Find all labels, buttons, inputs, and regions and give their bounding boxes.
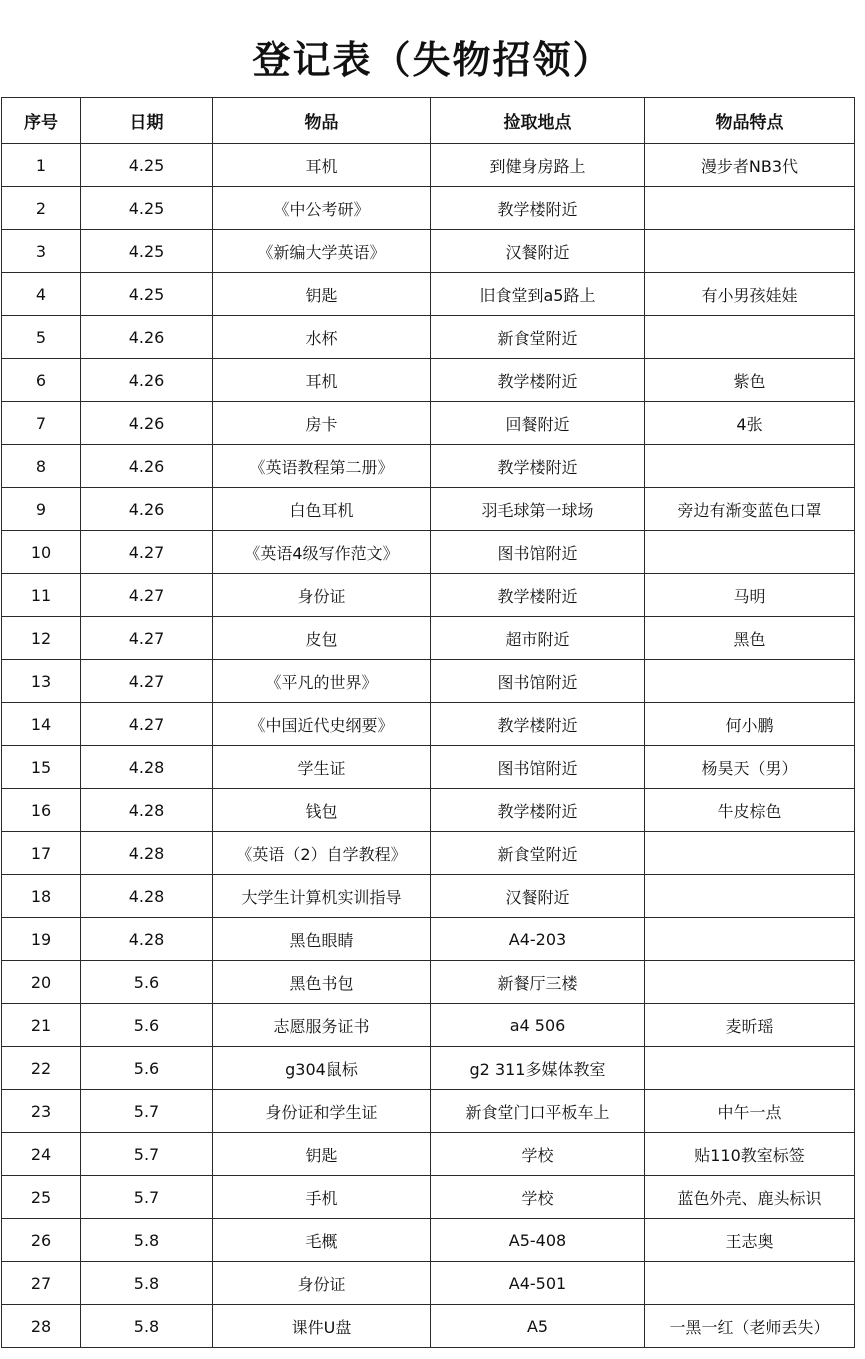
header-item: 物品 [213,98,431,144]
cell-number: 27 [2,1262,81,1305]
cell-features [645,187,855,230]
cell-item: 钥匙 [213,1133,431,1176]
cell-item: 手机 [213,1176,431,1219]
cell-number: 6 [2,359,81,402]
cell-features [645,531,855,574]
table-row [2,660,855,703]
cell-date: 5.8 [81,1262,213,1305]
cell-item: 白色耳机 [213,488,431,531]
cell-location: 到健身房路上 [431,144,645,187]
table-row [2,1262,855,1305]
cell-location: 图书馆附近 [431,746,645,789]
cell-item: 课件U盘 [213,1305,431,1348]
table-row [2,918,855,961]
cell-number: 16 [2,789,81,832]
header-date: 日期 [81,98,213,144]
cell-location: 教学楼附近 [431,187,645,230]
cell-number: 2 [2,187,81,230]
cell-item: 黑色眼睛 [213,918,431,961]
cell-date: 5.7 [81,1176,213,1219]
cell-location: A4-203 [431,918,645,961]
table-row [2,1004,855,1047]
cell-date: 4.28 [81,746,213,789]
table-row [2,1305,855,1348]
cell-location: a4 506 [431,1004,645,1047]
cell-location: 回餐附近 [431,402,645,445]
cell-date: 4.27 [81,574,213,617]
cell-location: 汉餐附近 [431,875,645,918]
table-row [2,144,855,187]
cell-number: 10 [2,531,81,574]
cell-number: 19 [2,918,81,961]
cell-item: 耳机 [213,359,431,402]
cell-date: 4.28 [81,918,213,961]
cell-location: g2 311多媒体教室 [431,1047,645,1090]
cell-date: 4.27 [81,617,213,660]
cell-number: 9 [2,488,81,531]
table-row [2,1219,855,1262]
cell-item: 身份证 [213,574,431,617]
cell-location: 教学楼附近 [431,445,645,488]
cell-date: 4.26 [81,445,213,488]
table-row [2,746,855,789]
cell-item: 《平凡的世界》 [213,660,431,703]
cell-features [645,1262,855,1305]
cell-item: 耳机 [213,144,431,187]
cell-location: 学校 [431,1176,645,1219]
cell-number: 13 [2,660,81,703]
cell-features: 黑色 [645,617,855,660]
cell-features: 何小鹏 [645,703,855,746]
cell-item: 身份证 [213,1262,431,1305]
cell-number: 11 [2,574,81,617]
table-row [2,1047,855,1090]
cell-location: 新食堂门口平板车上 [431,1090,645,1133]
cell-location: A5-408 [431,1219,645,1262]
table-row [2,832,855,875]
cell-features [645,230,855,273]
cell-item: 志愿服务证书 [213,1004,431,1047]
cell-number: 22 [2,1047,81,1090]
cell-number: 26 [2,1219,81,1262]
header-number: 序号 [2,98,81,144]
cell-features [645,445,855,488]
cell-number: 7 [2,402,81,445]
table-row [2,703,855,746]
cell-item: 《英语（2）自学教程》 [213,832,431,875]
cell-location: A4-501 [431,1262,645,1305]
cell-date: 4.25 [81,230,213,273]
cell-date: 4.27 [81,703,213,746]
table-row [2,445,855,488]
cell-number: 17 [2,832,81,875]
cell-features: 贴110教室标签 [645,1133,855,1176]
page-title: 登记表（失物招领） [252,38,613,82]
cell-item: 《中国近代史纲要》 [213,703,431,746]
cell-number: 5 [2,316,81,359]
table-row [2,488,855,531]
cell-features: 麦昕瑶 [645,1004,855,1047]
table-row [2,1133,855,1176]
cell-number: 25 [2,1176,81,1219]
cell-features: 杨昊天（男） [645,746,855,789]
cell-location: 新餐厅三楼 [431,961,645,1004]
cell-location: 教学楼附近 [431,359,645,402]
table-row [2,531,855,574]
table-row [2,1090,855,1133]
register-table [1,97,855,1348]
table-header [2,98,855,144]
cell-item: g304鼠标 [213,1047,431,1090]
table-row [2,574,855,617]
cell-number: 20 [2,961,81,1004]
header-location: 捡取地点 [431,98,645,144]
cell-item: 钱包 [213,789,431,832]
cell-date: 5.6 [81,961,213,1004]
cell-number: 28 [2,1305,81,1348]
cell-location: 教学楼附近 [431,703,645,746]
cell-date: 4.27 [81,531,213,574]
cell-features: 紫色 [645,359,855,402]
table-row [2,402,855,445]
cell-location: 学校 [431,1133,645,1176]
table-row [2,789,855,832]
table-row [2,187,855,230]
cell-date: 4.26 [81,359,213,402]
cell-item: 《中公考研》 [213,187,431,230]
cell-features: 马明 [645,574,855,617]
table-body [2,144,855,1348]
cell-date: 5.7 [81,1090,213,1133]
cell-number: 4 [2,273,81,316]
cell-location: 超市附近 [431,617,645,660]
cell-features: 一黑一红（老师丢失） [645,1305,855,1348]
cell-item: 毛概 [213,1219,431,1262]
cell-item: 《英语教程第二册》 [213,445,431,488]
cell-features: 4张 [645,402,855,445]
cell-date: 4.26 [81,488,213,531]
cell-location: 汉餐附近 [431,230,645,273]
cell-date: 4.25 [81,273,213,316]
cell-location: 新食堂附近 [431,832,645,875]
cell-item: 黑色书包 [213,961,431,1004]
cell-date: 4.25 [81,187,213,230]
cell-item: 房卡 [213,402,431,445]
cell-item: 水杯 [213,316,431,359]
cell-item: 学生证 [213,746,431,789]
table-row [2,617,855,660]
cell-location: 新食堂附近 [431,316,645,359]
cell-number: 24 [2,1133,81,1176]
cell-item: 《新编大学英语》 [213,230,431,273]
cell-date: 5.6 [81,1047,213,1090]
cell-item: 大学生计算机实训指导 [213,875,431,918]
cell-number: 18 [2,875,81,918]
header-row [2,98,855,144]
cell-number: 15 [2,746,81,789]
cell-number: 21 [2,1004,81,1047]
cell-date: 5.8 [81,1305,213,1348]
table-row [2,273,855,316]
cell-features: 蓝色外壳、鹿头标识 [645,1176,855,1219]
cell-features: 旁边有渐变蓝色口罩 [645,488,855,531]
cell-location: A5 [431,1305,645,1348]
cell-date: 5.7 [81,1133,213,1176]
cell-number: 1 [2,144,81,187]
cell-location: 旧食堂到a5路上 [431,273,645,316]
cell-features [645,961,855,1004]
cell-location: 教学楼附近 [431,789,645,832]
cell-features [645,832,855,875]
cell-item: 《英语4级写作范文》 [213,531,431,574]
cell-date: 4.28 [81,832,213,875]
cell-features: 漫步者NB3代 [645,144,855,187]
cell-location: 图书馆附近 [431,531,645,574]
table-row [2,316,855,359]
cell-number: 14 [2,703,81,746]
cell-features [645,875,855,918]
cell-item: 皮包 [213,617,431,660]
cell-features [645,316,855,359]
cell-location: 羽毛球第一球场 [431,488,645,531]
cell-location: 图书馆附近 [431,660,645,703]
cell-date: 4.26 [81,402,213,445]
table-row [2,875,855,918]
cell-item: 身份证和学生证 [213,1090,431,1133]
table-row [2,1176,855,1219]
cell-location: 教学楼附近 [431,574,645,617]
cell-date: 5.6 [81,1004,213,1047]
cell-features: 中午一点 [645,1090,855,1133]
cell-item: 钥匙 [213,273,431,316]
cell-features: 王志奥 [645,1219,855,1262]
cell-features: 有小男孩娃娃 [645,273,855,316]
cell-features [645,1047,855,1090]
cell-number: 8 [2,445,81,488]
cell-number: 23 [2,1090,81,1133]
table-row [2,961,855,1004]
table-row [2,230,855,273]
cell-date: 4.27 [81,660,213,703]
cell-features [645,918,855,961]
cell-date: 4.28 [81,789,213,832]
cell-date: 5.8 [81,1219,213,1262]
cell-features: 牛皮棕色 [645,789,855,832]
cell-date: 4.28 [81,875,213,918]
table-row [2,359,855,402]
cell-date: 4.25 [81,144,213,187]
cell-number: 12 [2,617,81,660]
cell-date: 4.26 [81,316,213,359]
header-features: 物品特点 [645,98,855,144]
cell-features [645,660,855,703]
cell-number: 3 [2,230,81,273]
